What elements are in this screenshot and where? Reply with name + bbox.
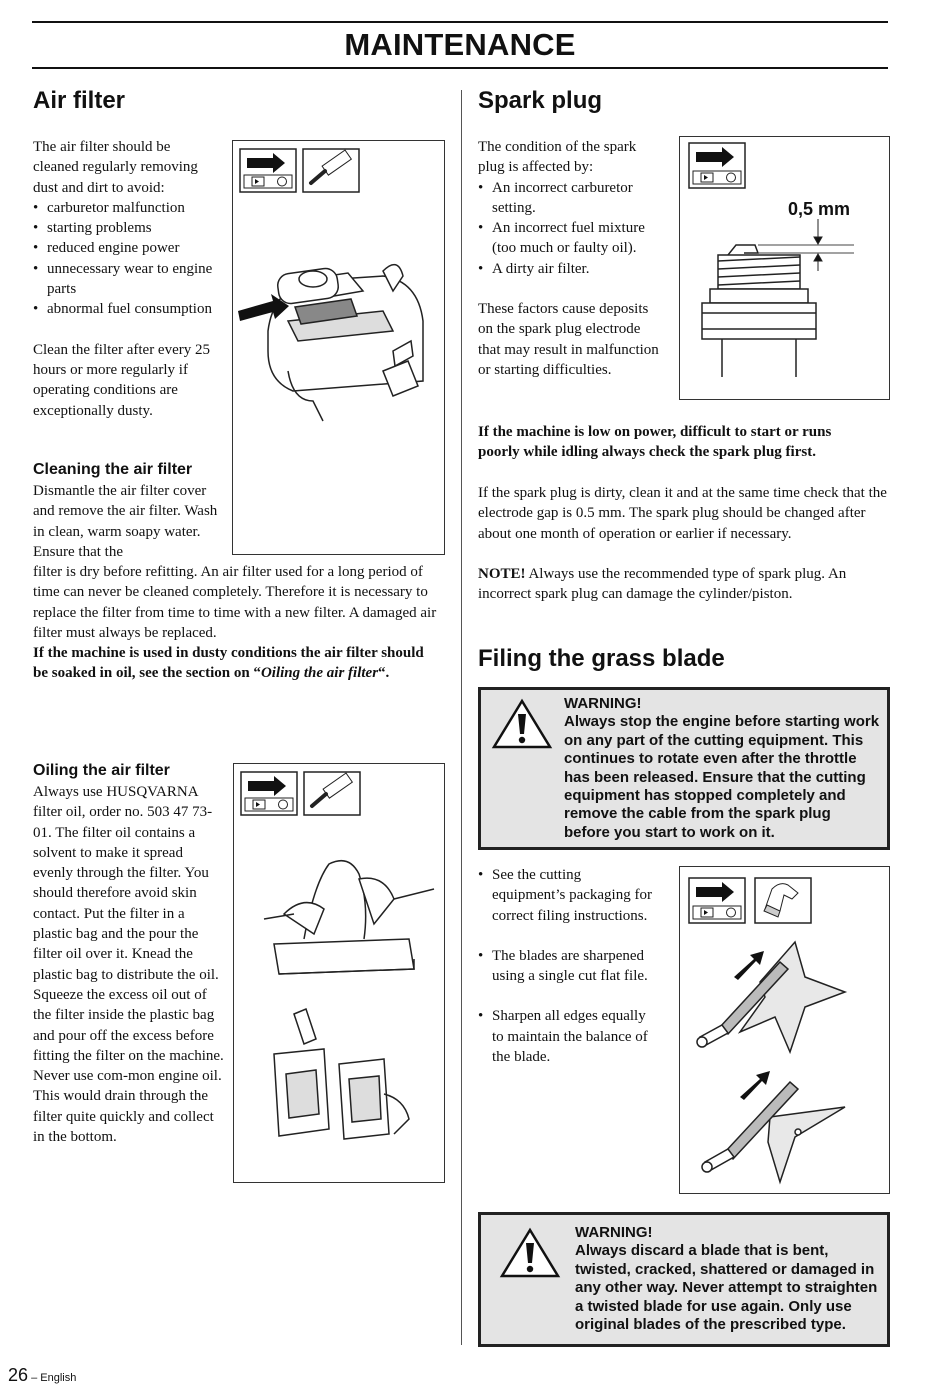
list-item: • A dirty air filter. — [478, 259, 666, 279]
dusty-note-text: If the machine is used in dusty conditions the air filter should be soaked in oil, see the section on “ — [33, 645, 424, 682]
note-label: NOTE! — [478, 566, 526, 582]
blade-drawing-top — [697, 942, 845, 1052]
grass-blade-bullets — [478, 865, 658, 1067]
blade-filing-figure — [679, 866, 890, 1194]
cleaning-heading: Cleaning the air filter — [33, 461, 193, 478]
spark-plug-figure — [679, 136, 890, 400]
spark-plug-heading: Spark plug — [478, 87, 603, 114]
air-filter-heading: Air filter — [33, 87, 126, 114]
engine-drawing — [268, 265, 423, 421]
list-item: • An incorrect carburetor setting. — [478, 178, 666, 219]
oiling-text: Always use HUSQVARNA filter oil, order no. 503 47 73-01. The filter oil contains a solvent to make it spread evenly through the filter. You should therefore avoid skin contact. Put the filter in a plastic bag and the pour the filter oil over it. Knead the plastic bag to distribute the oil. Squeeze the excess oil out of the filter inside the plastic bag and pour off the excess before fitting the filter on the machine. Never use com-mon engine oil. This would drain through the filter quite quickly and collect in the bottom. — [33, 784, 224, 1146]
page-title: MAINTENANCE — [344, 27, 576, 62]
brush-icon — [303, 149, 359, 192]
warning1-content — [564, 695, 880, 842]
warning-box-engine — [478, 687, 890, 850]
arrow-indicator — [734, 951, 764, 980]
warning-triangle-icon — [491, 698, 553, 750]
column-divider — [461, 90, 462, 1345]
warning2-title: WARNING! — [575, 1224, 653, 1241]
list-item: • abnormal fuel consumption — [33, 299, 218, 319]
list-item: • reduced engine power — [33, 238, 218, 258]
brush-icon — [304, 772, 360, 815]
pouring-drawing — [274, 1009, 409, 1139]
list-item: • The blades are sharpened using a single cut flat file. — [478, 946, 658, 987]
arrow-right-icon — [240, 149, 296, 192]
air-filter-intro: The air filter should be cleaned regularly removing dust and dirt to avoid: — [33, 139, 198, 196]
spark-plug-drawing — [702, 245, 854, 377]
spark-plug-bullets — [478, 178, 666, 279]
oiling-illustration — [234, 764, 444, 1182]
warning1-title: WARNING! — [564, 695, 642, 712]
bag-kneading-drawing — [264, 861, 434, 974]
blade-filing-illustration — [680, 867, 889, 1193]
grass-blade-bullets-block — [478, 865, 658, 1067]
oiling-figure — [233, 763, 445, 1183]
list-item: • An incorrect fuel mixture (too much or faulty oil). — [478, 218, 666, 259]
dusty-note-end: “. — [378, 665, 390, 682]
air-filter-intro-block — [33, 137, 218, 421]
oiling-heading: Oiling the air filter — [33, 762, 170, 779]
air-filter-figure — [232, 140, 445, 555]
list-item: • Sharpen all edges equally to maintain the balance of the blade. — [478, 1006, 658, 1067]
spark-plug-illustration — [680, 137, 889, 399]
warning-triangle-icon — [499, 1227, 561, 1279]
warning1-text: Always stop the engine before starting work on any part of the cutting equipment. This continues to rotate even after the throttle has been released. Ensure that the cutting equipment has stopped completely and remove the cable from the spark plug before you start to work on it. — [564, 713, 880, 841]
arrow-right-icon — [689, 143, 745, 188]
factors-text: These factors cause deposits on the spark plug electrode that may result in malfunction or starting difficulties. — [478, 301, 659, 378]
spark-plug-note — [478, 564, 888, 605]
warning2-text: Always discard a blade that is bent, twisted, cracked, shattered or damaged in any other way. Never attempt to straighten a twisted blade for use again. Only use original blades of the prescribed type. — [575, 1242, 878, 1334]
air-filter-illustration — [233, 141, 444, 554]
spark-plug-intro-block — [478, 137, 666, 380]
page-footer — [8, 1365, 76, 1386]
blade-drawing-bottom — [702, 1082, 845, 1182]
dusty-conditions-note — [33, 643, 428, 684]
arrow-right-icon — [241, 772, 297, 815]
cleaning-text: Dismantle the air filter cover and remove the air filter. Wash in clean, warm soapy water. Ensure that the — [33, 483, 218, 560]
footer-language: – English — [28, 1372, 77, 1384]
spark-plug-intro: The condition of the spark plug is affected by: — [478, 139, 637, 176]
low-power-note: If the machine is low on power, difficult to start or runs poorly while idling always check the spark plug first. — [478, 424, 832, 461]
arrow-indicator — [740, 1071, 770, 1100]
dirty-plug-text: If the spark plug is dirty, clean it and at the same time check that the electrode gap is 0.5 mm. The spark plug should be changed after about one month of operation or earlier if necessary. — [478, 485, 887, 542]
grass-blade-heading: Filing the grass blade — [478, 645, 725, 672]
list-item: • carburetor malfunction — [33, 198, 218, 218]
list-item: • unnecessary wear to engine parts — [33, 259, 218, 300]
header-rule-top — [32, 21, 888, 23]
warning2-content — [575, 1224, 881, 1334]
list-item: • starting problems — [33, 218, 218, 238]
clean-interval-text: Clean the filter after every 25 hours or more regularly if operating conditions are exceptionally dusty. — [33, 341, 210, 419]
page-number: 26 — [8, 1365, 29, 1385]
note-text: Always use the recommended type of spark plug. An incorrect spark plug can damage the cylinder/piston. — [478, 566, 847, 603]
air-filter-bullets — [33, 198, 218, 320]
gap-label: 0,5 mm — [788, 199, 851, 219]
glove-icon — [755, 878, 811, 923]
header-rule-bottom — [32, 67, 888, 69]
cleaning-text-cont: filter is dry before refitting. An air filter used for a long period of time can never be cleaned completely. Therefore it is necessary to replace the filter from time to time with a new filter. A damaged air filter must always be replaced. — [33, 564, 437, 641]
dusty-note-italic: Oiling the air filter — [260, 665, 379, 682]
warning-box-blade — [478, 1212, 890, 1347]
list-item: • See the cutting equipment’s packaging for correct filing instructions. — [478, 865, 658, 926]
arrow-right-icon — [689, 878, 745, 923]
